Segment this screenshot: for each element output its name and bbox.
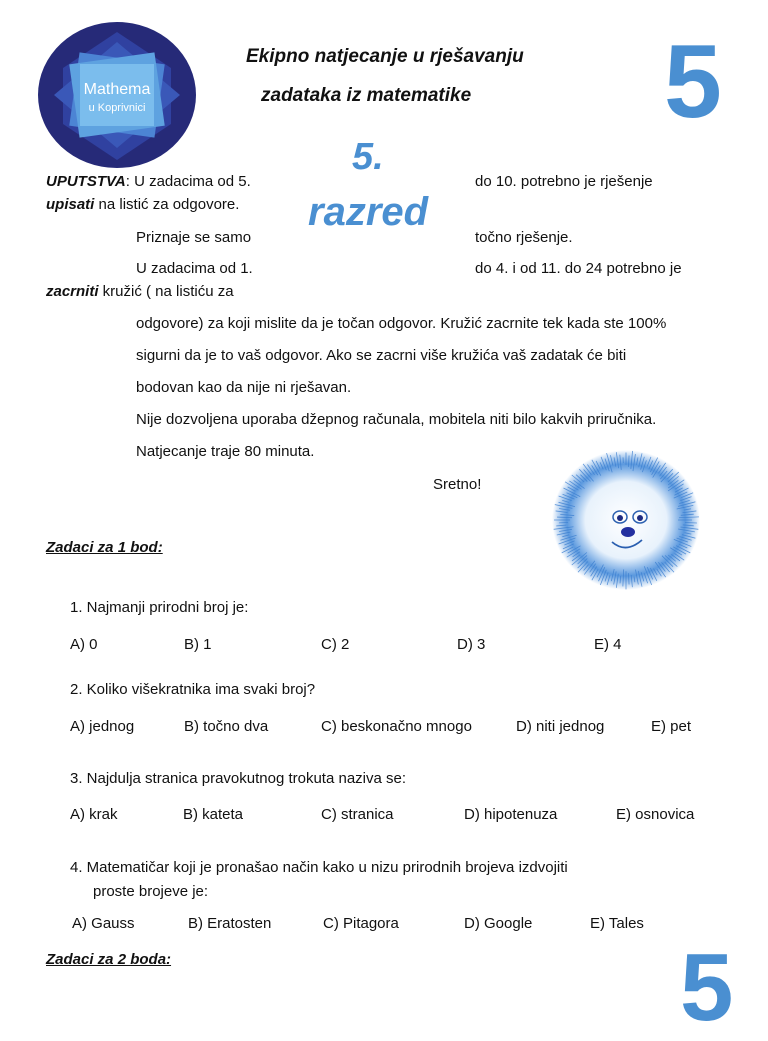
big-number-bottom: 5 — [680, 940, 733, 1036]
fuzzy-mascot-icon — [548, 450, 708, 590]
instructions-line-7: sigurni da je to vaš odgovor. Ako se zacrni više kružića vaš zadatak će biti — [136, 346, 626, 366]
question-4-continued: proste brojeve je: — [93, 883, 208, 900]
instructions-line-1-right: do 10. potrebno je rješenje — [475, 172, 653, 192]
instructions-label: UPUTSTVA — [46, 173, 126, 190]
q2-option-b[interactable]: B) točno dva — [184, 718, 268, 735]
instructions-line-4: U zadacima od 1. — [136, 259, 253, 279]
instructions-line-9: Nije dozvoljena uporaba džepnog računala, mobitela niti bilo kakvih priručnika. — [136, 410, 656, 430]
q4-option-e[interactable]: E) Tales — [590, 915, 644, 932]
question-1: 1. Najmanji prirodni broj je: — [70, 599, 248, 616]
title-line-2: zadataka iz matematike — [261, 85, 471, 107]
logo-line2: u Koprivnici — [89, 102, 146, 114]
grade-number: 5. — [352, 138, 384, 176]
mathema-logo-icon — [36, 20, 198, 170]
q2-option-c[interactable]: C) beskonačno mnogo — [321, 718, 472, 735]
q3-option-e[interactable]: E) osnovica — [616, 806, 694, 823]
instructions-line-6: odgovore) za koji mislite da je točan odgovor. Kružić zacrnite tek kada ste 100% — [136, 314, 666, 334]
q4-option-d[interactable]: D) Google — [464, 915, 532, 932]
instructions-line-2: upisati na listić za odgovore. — [46, 195, 239, 215]
q4-option-c[interactable]: C) Pitagora — [323, 915, 399, 932]
section-two-points: Zadaci za 2 boda: — [46, 951, 171, 968]
question-2: 2. Koliko višekratnika ima svaki broj? — [70, 681, 315, 698]
instructions-line-5: zacrniti kružić ( na listiću za — [46, 282, 234, 302]
instructions-line-4-right: do 4. i od 11. do 24 potrebno je — [475, 259, 682, 279]
instructions-line-3-right: točno rješenje. — [475, 228, 573, 248]
section-one-point: Zadaci za 1 bod: — [46, 539, 163, 556]
q1-option-c[interactable]: C) 2 — [321, 636, 349, 653]
q3-option-c[interactable]: C) stranica — [321, 806, 394, 823]
instructions-line-8: bodovan kao da nije ni rješavan. — [136, 378, 351, 398]
title-line-1: Ekipno natjecanje u rješavanju — [246, 46, 524, 68]
q2-option-d[interactable]: D) niti jednog — [516, 718, 604, 735]
q3-option-a[interactable]: A) krak — [70, 806, 118, 823]
q1-option-a[interactable]: A) 0 — [70, 636, 98, 653]
grade-word: razred — [308, 192, 428, 232]
q4-option-b[interactable]: B) Eratosten — [188, 915, 271, 932]
question-4: 4. Matematičar koji je pronašao način kako u nizu prirodnih brojeva izdvojiti — [70, 859, 568, 876]
q1-option-d[interactable]: D) 3 — [457, 636, 485, 653]
good-luck-text: Sretno! — [433, 475, 481, 495]
q2-option-a[interactable]: A) jednog — [70, 718, 134, 735]
logo-line1: Mathema — [84, 81, 151, 98]
q3-option-b[interactable]: B) kateta — [183, 806, 243, 823]
instructions-line-1: UPUTSTVA: U zadacima od 5. — [46, 172, 251, 192]
q1-option-b[interactable]: B) 1 — [184, 636, 212, 653]
q4-option-a[interactable]: A) Gauss — [72, 915, 135, 932]
q1-option-e[interactable]: E) 4 — [594, 636, 622, 653]
question-3: 3. Najdulja stranica pravokutnog trokuta naziva se: — [70, 770, 406, 787]
instructions-line-10: Natjecanje traje 80 minuta. — [136, 442, 314, 462]
big-number-top: 5 — [664, 30, 722, 134]
q3-option-d[interactable]: D) hipotenuza — [464, 806, 557, 823]
instructions-line-3: Priznaje se samo — [136, 228, 251, 248]
q2-option-e[interactable]: E) pet — [651, 718, 691, 735]
